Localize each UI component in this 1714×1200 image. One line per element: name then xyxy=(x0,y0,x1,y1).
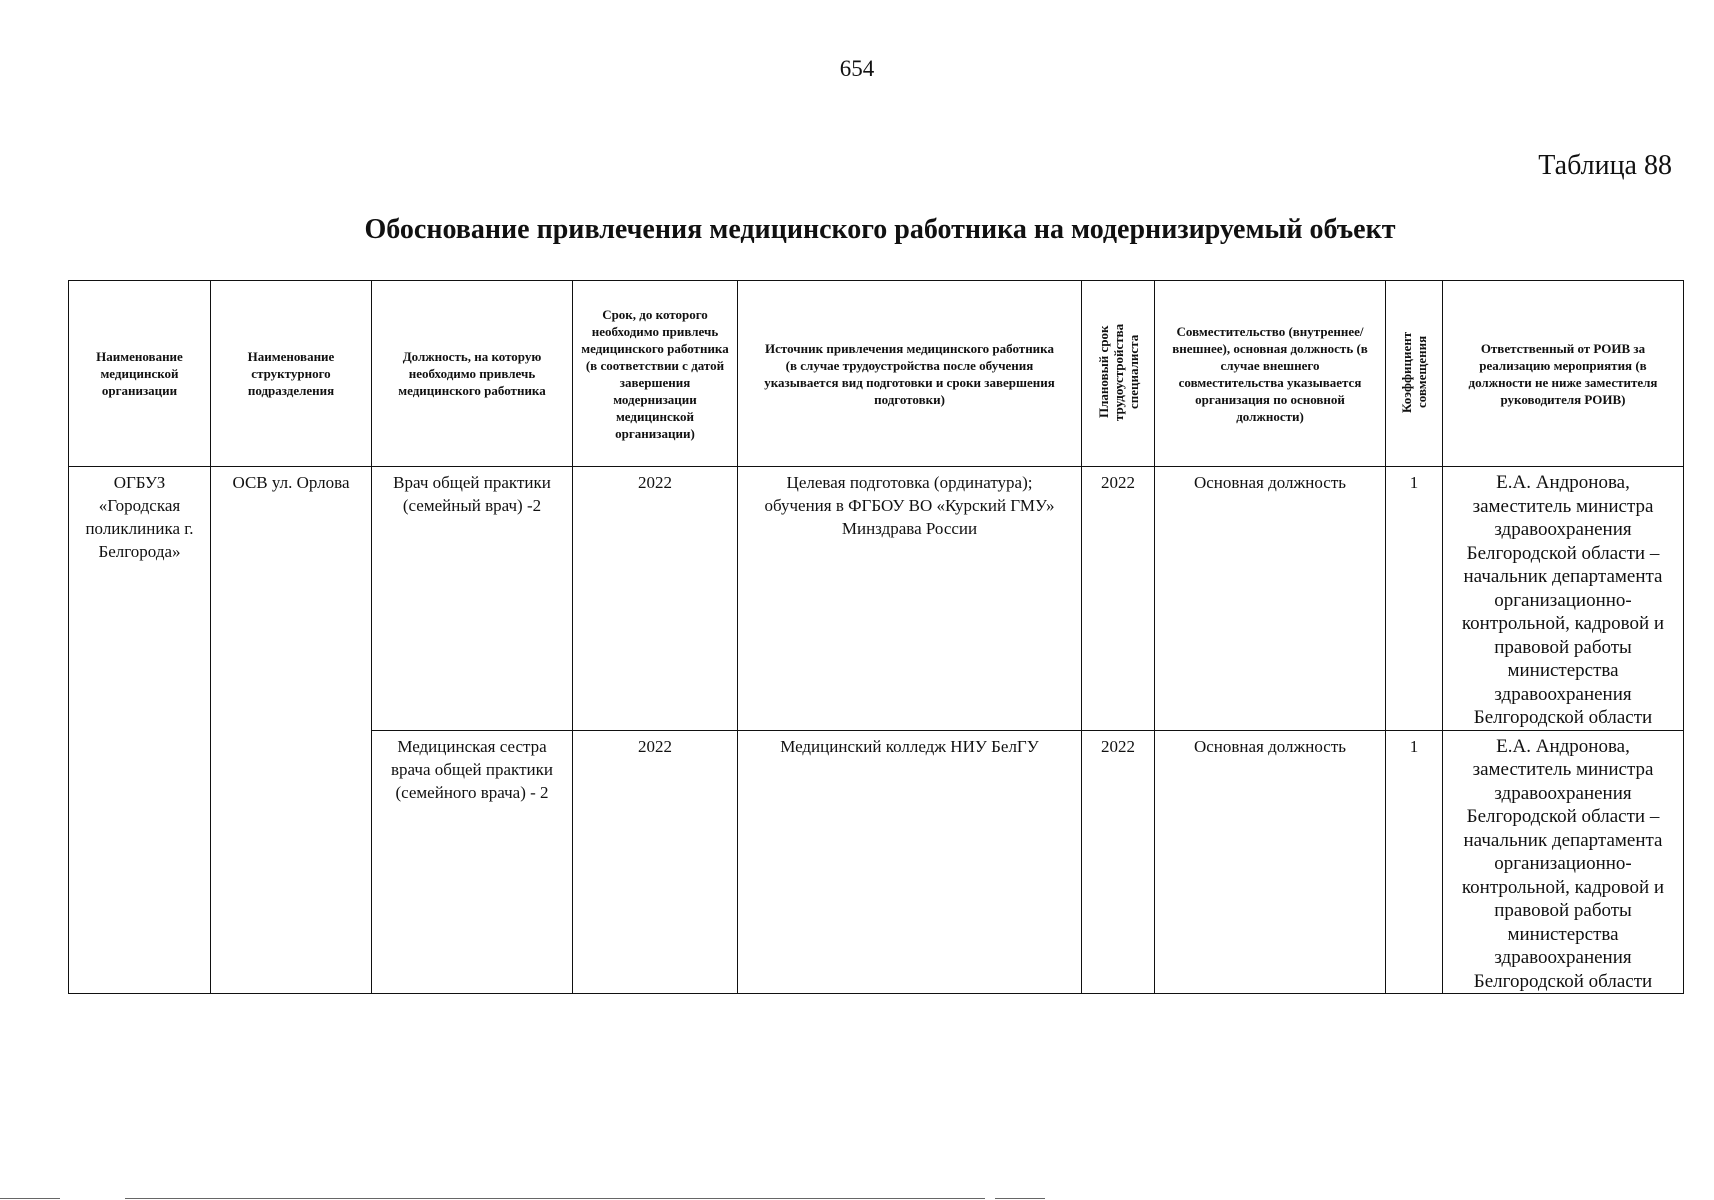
header-combination: Совместительство (внутреннее/ внешнее), основная должность (в случае внешнего совместительства указывается организация по основной должности) xyxy=(1155,281,1386,467)
cell-responsible: Е.А. Андронова, заместитель министра здравоохранения Белгородской области – начальник департамента организационно-контрольной, кадровой и правовой работы министерства здравоохранения Белгородской области xyxy=(1443,730,1684,994)
cell-responsible: Е.А. Андронова, заместитель министра здравоохранения Белгородской области – начальник департамента организационно-контрольной, кадровой и правовой работы министерства здравоохранения Белгородской области xyxy=(1443,467,1684,731)
cell-deadline: 2022 xyxy=(573,467,738,731)
cell-coefficient: 1 xyxy=(1386,467,1443,731)
cell-combination: Основная должность xyxy=(1155,467,1386,731)
cell-planned-term: 2022 xyxy=(1082,467,1155,731)
header-coefficient: Коэффициент совмещения xyxy=(1386,281,1443,467)
footer-rule xyxy=(0,1198,60,1199)
table-label: Таблица 88 xyxy=(1538,150,1672,181)
header-subdivision: Наименование структурного подразделения xyxy=(211,281,372,467)
cell-source: Целевая подготовка (ординатура); обучения в ФГБОУ ВО «Курский ГМУ» Минздрава России xyxy=(738,467,1082,731)
staffing-table xyxy=(68,280,1684,994)
header-planned-term: Плановый срок трудоустройства специалиста xyxy=(1082,281,1155,467)
page-number: 654 xyxy=(839,56,875,81)
header-source: Источник привлечения медицинского работника (в случае трудоустройства после обучения указывается вид подготовки и сроки завершения подготовки) xyxy=(738,281,1082,467)
table-row xyxy=(69,467,1684,731)
cell-planned-term: 2022 xyxy=(1082,730,1155,994)
footer-rule xyxy=(995,1198,1045,1199)
cell-deadline: 2022 xyxy=(573,730,738,994)
header-organization: Наименование медицинской организации xyxy=(69,281,211,467)
footer-rule xyxy=(125,1198,985,1199)
cell-combination: Основная должность xyxy=(1155,730,1386,994)
cell-organization: ОГБУЗ «Городская поликлиника г. Белгорода» xyxy=(69,467,211,994)
document-title: Обоснование привлечения медицинского работника на модернизируемый объект xyxy=(364,214,1396,245)
cell-source: Медицинский колледж НИУ БелГУ xyxy=(738,730,1082,994)
cell-coefficient: 1 xyxy=(1386,730,1443,994)
cell-subdivision: ОСВ ул. Орлова xyxy=(211,467,372,994)
cell-position: Медицинская сестра врача общей практики (семейного врача) - 2 xyxy=(372,730,573,994)
header-position: Должность, на которую необходимо привлечь медицинского работника xyxy=(372,281,573,467)
header-responsible: Ответственный от РОИВ за реализацию мероприятия (в должности не ниже заместителя руководителя РОИВ) xyxy=(1443,281,1684,467)
header-row xyxy=(69,281,1684,467)
header-deadline: Срок, до которого необходимо привлечь медицинского работника (в соответствии с датой завершения модернизации медицинской организации) xyxy=(573,281,738,467)
cell-position: Врач общей практики (семейный врач) -2 xyxy=(372,467,573,731)
